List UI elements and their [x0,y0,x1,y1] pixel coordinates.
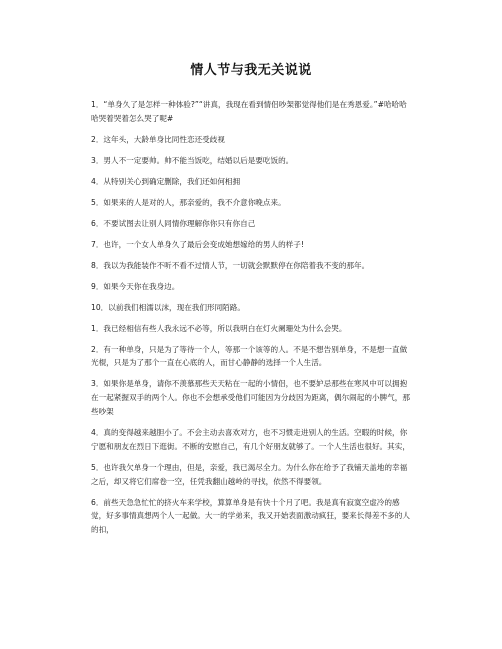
paragraph: 3．如果你是单身，请你不羡慕那些天天粘在一起的小情侣，也不要妒忌那些在寒风中可以拥抱在一起紧握双手的两个人。你也不会想承受他们可能因为分歧因为距离，偶尔闹起的小脾气，那些吵架 [91,379,410,416]
paragraph: 5．如果来的人是对的人，那亲爱的，我不介意你晚点来。 [91,197,286,207]
paragraph: 7．也许，一个女人单身久了最后会变成她想嫁给的男人的样子! [91,239,304,249]
paragraph: 10．以前我们相濡以沫，现在我们形同陌路。 [91,302,245,312]
paragraph: 1．“单身久了是怎样一种体验?”“讲真，我现在看到情侣吵架都觉得他们是在秀恩爱。”#哈哈哈哈哭着哭着怎么哭了呢# [91,100,407,123]
paragraph: 9．如果今天你在我身边。 [91,281,180,291]
paragraph: 8．我以为我能装作不听不看不过情人节，一切就会默默停在你陪着我不变的那年。 [91,260,370,270]
paragraph: 4．真的变得越来越胆小了。不会主动去喜欢对方，也不习惯走进别人的生活。空暇的时候，你宁愿和朋友在烈日下逛街。不断的安慰自己，有几个好朋友就够了。一个人生活也很好。其实， [91,427,410,451]
paragraph: 1．我已经相信有些人我永远不必等，所以我明白在灯火阑珊处为什么会哭。 [91,323,347,333]
document-body [91,98,413,544]
page-title: 情人节与我无关说说 [190,63,312,78]
paragraph: 3．男人不一定要帅。帅不能当饭吃，结婚以后是要吃饭的。 [91,155,294,165]
paragraph: 6．不要试图去让别人同情你理解你你只有你自己 [91,218,256,228]
paragraph: 4．从特别关心到确定删除，我们还如何相拥 [91,176,241,186]
paragraph: 2．有一种单身，只是为了等待一个人，等那一个该等的人。不是不想告别单身，不是想一直做光棍，只是为了那个一直在心底的人，而甘心静静的选择一个人生活。 [91,344,408,368]
paragraph: 6．前些天急急忙忙的挤火车来学校，算算单身是有快十个月了吧。我是真有寂寞空虚冷的感觉，好多事情真想两个人一起做。大一的学弟来，我又开始表面激动疯狂，要来长得差不多的人的扣， [91,497,410,535]
paragraph: 5．也许我欠单身一个理由，但是，亲爱，我已渴尽全力。为什么你在给予了我铺天盖地的幸福之后，却又将它们席卷一空，任凭我翻山越岭的寻找，依然不得要领。 [91,462,408,486]
paragraph: 2．这年头，大龄单身比同性恋还受歧视 [91,134,225,144]
